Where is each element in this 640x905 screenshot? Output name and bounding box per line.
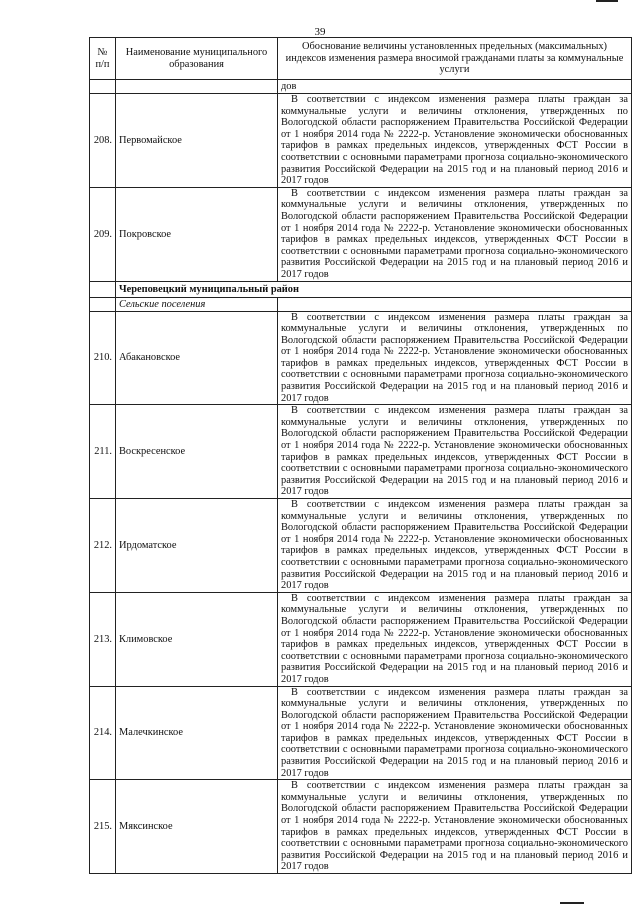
municipality-name: Мяксинское (116, 780, 278, 874)
basis-cell (278, 311, 632, 405)
table-row (90, 686, 632, 780)
district-heading: Череповецкий муниципальный район (116, 281, 632, 297)
basis-cell (278, 499, 632, 593)
basis-cell (278, 187, 632, 281)
basis-cell (278, 780, 632, 874)
basis-text: В соответствии с индексом изменения размера платы граждан за коммунальные услуги и величины отклонения, утвержденных по Вологодской области распоряжением Правительства Российской Федерации от 1 ноября 2014 года № 2222-р. Установление экономически обоснованных тарифов в рамках предельных индексов, утвержденных ФСТ России в соответствии с основными параметрами прогноза социально-экономического развития Российской Федерации на 2015 год и на плановый период 2016 и 2017 годов (281, 499, 628, 592)
row-number: 209. (90, 187, 116, 281)
table-row (90, 592, 632, 686)
basis-text: В соответствии с индексом изменения размера платы граждан за коммунальные услуги и величины отклонения, утвержденных по Вологодской области распоряжением Правительства Российской Федерации от 1 ноября 2014 года № 2222-р. Установление экономически обоснованных тарифов в рамках предельных индексов, утвержденных ФСТ России в соответствии с основными параметрами прогноза социально-экономического развития Российской Федерации на 2015 год и на плановый период 2016 и 2017 годов (281, 94, 628, 187)
row-number: 210. (90, 311, 116, 405)
municipality-name: Первомайское (116, 94, 278, 188)
municipality-name: Воскресенское (116, 405, 278, 499)
district-row (90, 281, 632, 297)
header-basis: Обоснование величины установленных предельных (максимальных) индексов изменения размера вносимой гражданами платы за коммунальные услуги (278, 38, 632, 80)
basis-text: В соответствии с индексом изменения размера платы граждан за коммунальные услуги и величины отклонения, утвержденных по Вологодской области распоряжением Правительства Российской Федерации от 1 ноября 2014 года № 2222-р. Установление экономически обоснованных тарифов в рамках предельных индексов, утвержденных ФСТ России в соответствии с основными параметрами прогноза социально-экономического развития Российской Федерации на 2015 год и на плановый период 2016 и 2017 годов (281, 686, 628, 779)
scan-mark-top (596, 0, 618, 2)
basis-text: В соответствии с индексом изменения размера платы граждан за коммунальные услуги и величины отклонения, утвержденных по Вологодской области распоряжением Правительства Российской Федерации от 1 ноября 2014 года № 2222-р. Установление экономически обоснованных тарифов в рамках предельных индексов, утвержденных ФСТ России в соответствии с основными параметрами прогноза социально-экономического развития Российской Федерации на 2015 год и на плановый период 2016 и 2017 годов (281, 592, 628, 685)
continuation-text: дов (278, 80, 632, 94)
table-row (90, 780, 632, 874)
table-row (90, 499, 632, 593)
row-number: 212. (90, 499, 116, 593)
municipality-name: Климовское (116, 592, 278, 686)
municipality-name: Малечкинское (116, 686, 278, 780)
row-number: 211. (90, 405, 116, 499)
index-table (89, 37, 632, 874)
row-number: 208. (90, 94, 116, 188)
basis-text: В соответствии с индексом изменения размера платы граждан за коммунальные услуги и величины отклонения, утвержденных по Вологодской области распоряжением Правительства Российской Федерации от 1 ноября 2014 года № 2222-р. Установление экономически обоснованных тарифов в рамках предельных индексов, утвержденных ФСТ России в соответствии с основными параметрами прогноза социально-экономического развития Российской Федерации на 2015 год и на плановый период 2016 и 2017 годов (281, 311, 628, 404)
subsection-heading: Сельские поселения (116, 297, 278, 311)
scan-mark-bottom (560, 902, 584, 904)
basis-text: В соответствии с индексом изменения размера платы граждан за коммунальные услуги и величины отклонения, утвержденных по Вологодской области распоряжением Правительства Российской Федерации от 1 ноября 2014 года № 2222-р. Установление экономически обоснованных тарифов в рамках предельных индексов, утвержденных ФСТ России в соответствии с основными параметрами прогноза социально-экономического развития Российской Федерации на 2015 год и на плановый период 2016 и 2017 годов (281, 187, 628, 280)
row-number: 215. (90, 780, 116, 874)
row-number: 214. (90, 686, 116, 780)
basis-cell (278, 405, 632, 499)
table-row (90, 187, 632, 281)
municipality-name: Абакановское (116, 311, 278, 405)
header-number: № п/п (90, 38, 116, 80)
header-municipality: Наименование муниципального образования (116, 38, 278, 80)
municipality-name: Ирдоматское (116, 499, 278, 593)
table-row (90, 311, 632, 405)
continuation-row (90, 80, 632, 94)
subsection-row (90, 297, 632, 311)
municipality-name: Покровское (116, 187, 278, 281)
basis-text: В соответствии с индексом изменения размера платы граждан за коммунальные услуги и величины отклонения, утвержденных по Вологодской области распоряжением Правительства Российской Федерации от 1 ноября 2014 года № 2222-р. Установление экономически обоснованных тарифов в рамках предельных индексов, утвержденных ФСТ России в соответствии с основными параметрами прогноза социально-экономического развития Российской Федерации на 2015 год и на плановый период 2016 и 2017 годов (281, 405, 628, 498)
basis-text: В соответствии с индексом изменения размера платы граждан за коммунальные услуги и величины отклонения, утвержденных по Вологодской области распоряжением Правительства Российской Федерации от 1 ноября 2014 года № 2222-р. Установление экономически обоснованных тарифов в рамках предельных индексов, утвержденных ФСТ России в соответствии с основными параметрами прогноза социально-экономического развития Российской Федерации на 2015 год и на плановый период 2016 и 2017 годов (281, 780, 628, 873)
row-number: 213. (90, 592, 116, 686)
basis-cell (278, 94, 632, 188)
table-row (90, 94, 632, 188)
basis-cell (278, 686, 632, 780)
page-number: 39 (314, 26, 326, 38)
basis-cell (278, 592, 632, 686)
table-row (90, 405, 632, 499)
table-header-row (90, 38, 632, 80)
